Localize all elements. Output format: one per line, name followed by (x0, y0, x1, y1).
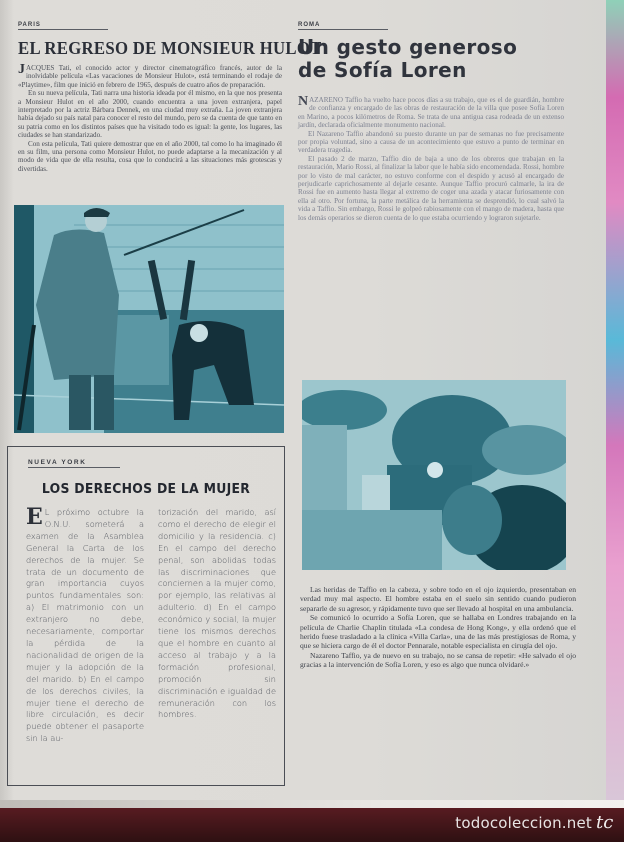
paragraph: El pasado 2 de marzo, Taffio dio de baja a uno de los obreros que trabajan en la restauración, Mario Rossi, al finalizar la labor que le había sido encomendada. Rossi, hombre por lo visto de mal carácter, no estuvo conforme con el despido y acusó al encargado de perjudicarle caprichosamente al dejarle cesante. Aunque Taffio procuró calmarle, la ira de Rossi fue en aumento hasta llegar al extremo de coger una azada y atacar furiosamente con ella al otro. Por fortuna, la parte metálica de la herramienta se desprendió, lo cual salvó la vida a Taffio. Sin embargo, Rossi le golpeó rabiosamente con el mango de madera, hasta que los demás operarios se dieron cuenta de lo que estaba ocurriendo y lograron sujetarle. (298, 154, 564, 222)
sidebar-box-nueva-york (7, 446, 285, 786)
paragraph: JACQUES Tati, el conocido actor y director cinematográfico francés, autor de la inolvidable película «Las vacaciones de Monsieur Hulot», está terminando el rodaje de «Playtime», film que inició en febrero de 1965, después de cuatro años de preparación. (18, 62, 282, 89)
photo-villa (302, 380, 566, 570)
paragraph: NAZARENO Taffio ha vuelto hace pocos días a su trabajo, que es el de guardián, hombre de confianza y encargado de las obras de restauración de la villa que posee Sofía Loren en Marino, a pocos kilómetros de Roma. Se trata de una antigua casa rodeada de un extenso jardín, declarada oficialmente monumento nacional. (298, 94, 564, 130)
photo-villa-illustration (302, 380, 566, 570)
article-body-sofia-loren-upper (298, 96, 564, 222)
drop-cap: E (26, 504, 43, 530)
title-line-2: de Sofía Loren (298, 58, 467, 82)
paragraph: Con esta película, Tati quiere demostrar que en el año 2000, tal como lo ha imaginado él en su film, una persona como Monsieur Hulot, no puede adaptarse a la mecanización y al modo de vida que de ella resulta, cosa que lo conducirá a las situaciones más grotescas y divertidas. (18, 139, 282, 173)
article-title-derechos-mujer: LOS DERECHOS DE LA MUJER (41, 481, 251, 497)
section-label-roma: ROMA (298, 22, 388, 30)
drop-cap: N (298, 94, 309, 109)
section-label-nueva-york: NUEVA YORK (28, 459, 120, 468)
section-label-paris: PARIS (18, 22, 108, 30)
bottom-background-band (0, 806, 624, 842)
drop-cap: J (18, 62, 25, 77)
background-cloth-edge (606, 0, 624, 810)
paragraph: En su nueva película, Tati narra una historia ideada por él mismo, en la que nos presenta a Monsieur Hulot en el año 2000, cuando encuentra a una joven extranjera, papel interpretado por la actriz Bárbara Dennek, en una ciudad muy extraña. La joven extranjera había dejado su país natal para conocer el resto del mundo, pero se da cuenta de que tanto en su patria como en los distintos países que ha visitado todo es igual: la gente, los lugares, las ciudades se han standarizado. (18, 89, 282, 140)
article-title-hulot: EL REGRESO DE MONSIEUR HULOT (18, 38, 322, 58)
photo-hulot (14, 205, 284, 433)
article-body-sofia-loren-lower (300, 585, 576, 670)
watermark-logo-icon: tc (596, 812, 614, 833)
paragraph: Nazareno Taffio, ya de nuevo en su trabajo, no se cansa de repetir: «He salvado el ojo gracias a la intervención de Sofía Loren, y eso es algo que nunca olvidaré.» (300, 650, 576, 670)
photo-hulot-illustration (14, 205, 284, 433)
watermark-text: todocoleccion.net (455, 814, 592, 832)
paragraph: Las heridas de Taffio en la cabeza, y sobre todo en el ojo izquierdo, presentaban en verdad muy mal aspecto. El hombre estaba en el suelo sin sentido cuando pudieron separarle de su agresor, y rápidamente tuvo que ser llevado al hospital en una ambulancia. (300, 585, 576, 613)
article-column-1: E L próximo octubre la O.N.U. someterá a examen de la Asamblea General la Carta de los derechos de la mujer. Se trata de un documento de gran importancia cuyos puntos fundamentales son: a) El matrimonio con un extranjero no debe, necesariamente, comportar la pérdida de la nacionalidad de origen de la mujer y la adopción de la del marido. b) En el campo de los derechos civiles, la mujer tiene el derecho de libre circulación, es decir puede obtener el pasaporte sin la au- (26, 504, 144, 744)
title-line-1: Un gesto generoso (298, 35, 518, 59)
paragraph: Se comunicó lo ocurrido a Sofía Loren, que se hallaba en Londres trabajando en la película de Charlie Chaplin titulada «La condesa de Hong Kong», y ella ordenó que el herido fuese trasladado a la clínica «Villa Carla», una de las más prestigiosas de Roma, y que se hiciera cargo de él el doctor Pennarale, notable especialista en cirugía del ojo. (300, 613, 576, 651)
article-column-2: torización del marido, así como el derecho de elegir el domicilio y la residencia. c) En el campo del derecho penal, son abolidas todas las discriminaciones que conciernen a la mujer como, por ejemplo, las relativas al adulterio. d) En el campo económico y social, la mujer tiene los mismos derechos que el hombre en cuanto al acceso al trabajo y a la formación profesional, promoción sin discriminación e igualdad de remuneración con los hombres. (158, 507, 276, 720)
article-title-sofia-loren (298, 36, 568, 82)
article-body-hulot (18, 64, 282, 173)
paragraph: El Nazareno Taffio abandonó su puesto durante un par de semanas no fue precisamente por propia voluntad, sino a causa de un acontecimiento que estuvo a punto de terminar en verdadera tragedia. (298, 129, 564, 155)
